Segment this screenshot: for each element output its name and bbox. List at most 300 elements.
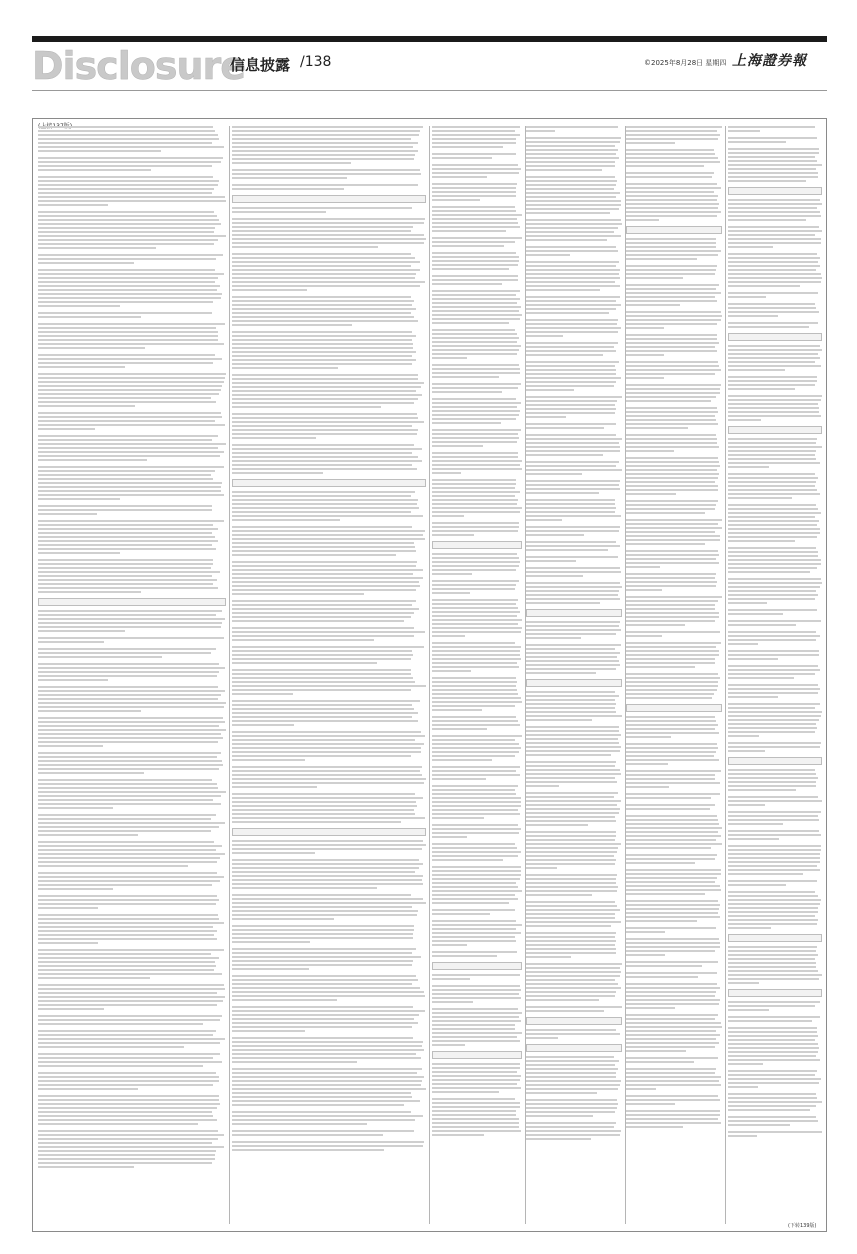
text-line — [432, 252, 516, 254]
text-line — [626, 176, 712, 178]
text-line — [38, 1142, 212, 1144]
text-line — [526, 890, 617, 892]
text-line — [38, 641, 104, 643]
text-line — [728, 715, 821, 717]
text-line — [38, 563, 213, 565]
text-line — [38, 358, 222, 360]
text-line — [526, 905, 617, 907]
text-line — [38, 1111, 212, 1113]
text-line — [232, 472, 323, 474]
text-line — [526, 396, 622, 398]
text-line — [526, 734, 621, 736]
text-line — [526, 991, 616, 993]
text-line — [728, 602, 767, 604]
text-line — [232, 871, 415, 873]
text-line — [38, 231, 214, 233]
column-separator — [429, 126, 430, 1224]
paragraph — [626, 642, 722, 668]
paragraph — [232, 627, 426, 641]
text-line — [232, 300, 414, 302]
text-line — [38, 706, 224, 708]
text-line — [626, 950, 715, 952]
text-line — [626, 427, 688, 429]
text-line — [432, 650, 520, 652]
text-line — [728, 395, 822, 397]
section-heading-bar — [526, 1044, 622, 1052]
text-line — [526, 161, 615, 163]
text-line — [432, 584, 516, 586]
text-line — [626, 215, 717, 217]
text-line — [728, 164, 822, 166]
text-line — [728, 609, 817, 611]
paragraph — [728, 684, 822, 698]
text-line — [728, 403, 818, 405]
text-line — [38, 841, 214, 843]
text-line — [38, 262, 134, 264]
paragraph — [232, 646, 426, 664]
text-line — [232, 162, 351, 164]
paragraph — [526, 1056, 622, 1094]
text-line — [728, 199, 820, 201]
text-line — [432, 635, 465, 637]
text-line — [626, 142, 675, 144]
text-line — [626, 300, 717, 302]
text-line — [626, 292, 721, 294]
paragraph — [626, 384, 722, 402]
text-line — [728, 849, 821, 851]
section-heading-bar — [526, 679, 622, 687]
text-line — [728, 865, 817, 867]
text-line — [526, 1107, 617, 1109]
text-line — [626, 600, 718, 602]
text-line — [728, 624, 796, 626]
paragraph — [432, 766, 522, 780]
text-line — [38, 513, 97, 515]
text-line — [728, 508, 818, 510]
text-line — [38, 389, 221, 391]
text-line — [432, 487, 515, 489]
text-line — [626, 1018, 715, 1020]
text-line — [38, 567, 211, 569]
text-line — [626, 908, 719, 910]
text-line — [728, 950, 816, 952]
paragraph — [626, 311, 722, 329]
section-heading-bar — [526, 1017, 622, 1025]
paragraph — [38, 176, 226, 206]
text-line — [626, 1088, 656, 1090]
paragraph — [626, 716, 722, 738]
text-line — [526, 983, 618, 985]
text-line — [626, 662, 715, 664]
text-line — [626, 539, 720, 541]
text-line — [38, 165, 212, 167]
paragraph — [626, 183, 722, 221]
text-line — [526, 319, 618, 321]
text-line — [232, 805, 417, 807]
text-line — [626, 238, 716, 240]
text-line — [38, 235, 226, 237]
text-line — [728, 137, 817, 139]
paragraph — [38, 914, 226, 944]
text-line — [728, 750, 765, 752]
text-line — [526, 323, 617, 325]
text-line — [728, 946, 817, 948]
paragraph — [38, 254, 226, 264]
text-line — [728, 727, 817, 729]
text-line — [526, 289, 600, 291]
text-line — [526, 499, 615, 501]
text-line — [526, 963, 622, 965]
text-line — [728, 880, 817, 882]
text-line — [38, 1072, 216, 1074]
paragraph — [626, 519, 722, 545]
text-line — [232, 184, 418, 186]
text-line — [626, 847, 711, 849]
text-line — [38, 1046, 184, 1048]
text-line — [626, 138, 718, 140]
paragraph — [526, 137, 622, 171]
text-line — [232, 956, 421, 958]
text-line — [728, 1027, 817, 1029]
paragraph — [526, 567, 622, 577]
text-line — [526, 1111, 615, 1113]
paragraph — [626, 573, 722, 591]
text-line — [626, 642, 721, 644]
text-line — [728, 1047, 819, 1049]
text-line — [626, 396, 716, 398]
text-line — [232, 1010, 425, 1012]
text-line — [728, 148, 819, 150]
text-line — [38, 571, 220, 573]
masthead — [32, 44, 827, 88]
text-line — [728, 399, 821, 401]
text-line — [526, 269, 620, 271]
text-line — [626, 577, 715, 579]
text-line — [728, 845, 821, 847]
text-line — [38, 297, 221, 299]
text-line — [526, 785, 559, 787]
text-line — [526, 765, 615, 767]
text-line — [38, 1130, 218, 1132]
text-line — [626, 893, 705, 895]
text-line — [728, 156, 815, 158]
text-line — [38, 721, 225, 723]
text-line — [728, 819, 819, 821]
text-line — [38, 1076, 219, 1078]
text-line — [38, 180, 219, 182]
paragraph — [432, 716, 522, 730]
text-line — [232, 413, 417, 415]
text-line — [38, 169, 151, 171]
text-line — [38, 316, 141, 318]
text-line — [232, 331, 412, 333]
text-line — [626, 550, 718, 552]
paragraph — [728, 1116, 822, 1126]
text-line — [38, 826, 219, 828]
text-line — [38, 393, 219, 395]
text-line — [626, 904, 720, 906]
text-line — [728, 489, 817, 491]
text-line — [38, 1115, 213, 1117]
text-line — [728, 658, 778, 660]
text-line — [526, 389, 574, 391]
text-line — [432, 709, 482, 711]
text-line — [432, 677, 516, 679]
text-line — [232, 712, 418, 714]
text-line — [38, 211, 214, 213]
paragraph — [526, 246, 622, 256]
text-line — [232, 464, 412, 466]
text-line — [38, 845, 222, 847]
text-line — [728, 1016, 820, 1018]
text-line — [526, 308, 616, 310]
paragraph — [432, 1098, 522, 1136]
text-line — [526, 137, 621, 139]
text-line — [432, 495, 515, 497]
text-line — [432, 693, 518, 695]
text-line — [626, 126, 722, 128]
text-line — [432, 978, 470, 980]
text-line — [728, 126, 815, 128]
text-line — [38, 1008, 104, 1010]
text-line — [38, 888, 113, 890]
text-line — [232, 226, 413, 228]
text-line — [432, 302, 517, 304]
text-line — [526, 715, 622, 717]
text-line — [38, 626, 221, 628]
text-line — [38, 192, 212, 194]
text-line — [626, 635, 662, 637]
paragraph — [728, 345, 822, 371]
text-line — [432, 333, 517, 335]
text-line — [526, 1122, 616, 1124]
text-line — [38, 1080, 219, 1082]
text-line — [38, 745, 103, 747]
text-line — [432, 1001, 473, 1003]
text-line — [526, 223, 622, 225]
text-line — [526, 816, 615, 818]
text-line — [728, 407, 819, 409]
text-line — [432, 836, 467, 838]
text-line — [38, 953, 211, 955]
text-line — [626, 1095, 718, 1097]
text-line — [38, 1162, 212, 1164]
section-heading-bar — [232, 479, 426, 487]
text-line — [232, 724, 294, 726]
text-line — [432, 662, 517, 664]
paragraph — [626, 815, 722, 849]
text-line — [232, 743, 424, 745]
text-line — [526, 932, 616, 934]
text-line — [432, 642, 515, 644]
text-line — [526, 882, 616, 884]
text-line — [728, 411, 819, 413]
text-line — [432, 387, 518, 389]
text-line — [38, 532, 212, 534]
text-line — [232, 308, 416, 310]
text-line — [526, 130, 555, 132]
text-line — [38, 552, 120, 554]
text-line — [728, 1009, 769, 1011]
text-line — [38, 1154, 215, 1156]
paragraph — [526, 761, 622, 787]
text-line — [432, 153, 516, 155]
text-line — [432, 1016, 519, 1018]
text-line — [232, 1026, 412, 1028]
text-line — [432, 214, 522, 216]
text-line — [526, 672, 596, 674]
text-line — [38, 126, 213, 128]
text-line — [432, 607, 518, 609]
text-line — [728, 598, 815, 600]
text-line — [526, 921, 621, 923]
text-line — [38, 725, 219, 727]
paragraph — [728, 199, 822, 221]
text-line — [38, 895, 217, 897]
text-line — [626, 446, 719, 448]
text-line — [432, 468, 522, 470]
text-line — [626, 1026, 722, 1028]
paragraph — [526, 831, 622, 869]
text-line — [626, 677, 720, 679]
text-line — [626, 604, 715, 606]
text-line — [626, 130, 717, 132]
text-line — [432, 685, 516, 687]
text-line — [432, 456, 518, 458]
text-line — [38, 1146, 224, 1148]
text-line — [526, 484, 619, 486]
text-line — [432, 268, 509, 270]
text-line — [626, 720, 716, 722]
text-line — [728, 1105, 816, 1107]
text-line — [626, 207, 718, 209]
text-line — [432, 310, 519, 312]
paragraph — [432, 275, 522, 285]
text-line — [232, 840, 423, 842]
text-line — [526, 800, 621, 802]
text-line — [38, 729, 226, 731]
text-line — [232, 222, 424, 224]
text-line — [232, 620, 404, 622]
text-line — [626, 434, 716, 436]
text-line — [526, 335, 563, 337]
text-line — [38, 401, 216, 403]
text-line — [432, 824, 518, 826]
text-line — [232, 417, 418, 419]
text-line — [728, 853, 820, 855]
text-line — [728, 384, 815, 386]
text-line — [232, 242, 424, 244]
text-line — [526, 231, 614, 233]
page-number: /138 — [300, 54, 332, 70]
text-line — [626, 442, 717, 444]
text-line — [728, 684, 818, 686]
text-line — [626, 612, 719, 614]
paragraph — [432, 290, 522, 324]
text-line — [728, 1031, 817, 1033]
text-line — [432, 429, 521, 431]
text-line — [232, 848, 422, 850]
text-line — [526, 971, 621, 973]
text-line — [526, 668, 616, 670]
text-line — [38, 663, 219, 665]
text-line — [626, 254, 718, 256]
text-line — [526, 180, 617, 182]
text-line — [626, 296, 715, 298]
text-line — [232, 859, 419, 861]
paragraph — [38, 412, 226, 430]
text-line — [526, 777, 615, 779]
text-line — [38, 204, 108, 206]
text-line — [626, 461, 719, 463]
text-line — [232, 335, 416, 337]
text-line — [232, 261, 420, 263]
text-line — [38, 830, 211, 832]
text-line — [432, 828, 521, 830]
text-line — [526, 454, 603, 456]
text-line — [626, 165, 704, 167]
text-line — [626, 732, 719, 734]
text-line — [38, 702, 226, 704]
text-line — [728, 442, 816, 444]
paragraph — [232, 669, 426, 695]
text-line — [728, 567, 817, 569]
text-line — [626, 211, 721, 213]
paragraph — [232, 126, 426, 164]
paragraph — [232, 1006, 426, 1032]
text-line — [728, 160, 817, 162]
paragraph — [432, 920, 522, 946]
text-line — [526, 126, 618, 128]
text-line — [432, 1114, 516, 1116]
text-line — [526, 545, 620, 547]
text-line — [38, 1034, 213, 1036]
text-line — [38, 675, 217, 677]
text-line — [626, 311, 721, 313]
text-line — [232, 914, 417, 916]
text-line — [432, 402, 521, 404]
text-line — [232, 207, 412, 209]
paragraph — [38, 126, 226, 152]
text-line — [232, 797, 423, 799]
text-line — [38, 942, 98, 944]
text-line — [432, 526, 519, 528]
text-line — [232, 1030, 305, 1032]
text-line — [728, 815, 818, 817]
text-line — [526, 416, 566, 418]
text-line — [232, 429, 418, 431]
text-line — [38, 1042, 220, 1044]
text-line — [38, 509, 212, 511]
text-line — [432, 724, 520, 726]
paragraph — [232, 1037, 426, 1063]
text-line — [626, 304, 680, 306]
paragraph — [232, 859, 426, 889]
text-line — [728, 172, 818, 174]
text-line — [232, 253, 411, 255]
text-line — [728, 970, 818, 972]
text-line — [38, 977, 150, 979]
paragraph — [432, 985, 522, 1003]
text-line — [626, 782, 720, 784]
text-line — [432, 997, 521, 999]
text-line — [432, 1098, 515, 1100]
text-line — [432, 298, 520, 300]
paragraph — [432, 642, 522, 672]
text-line — [432, 770, 516, 772]
text-line — [38, 914, 218, 916]
text-line — [728, 895, 818, 897]
